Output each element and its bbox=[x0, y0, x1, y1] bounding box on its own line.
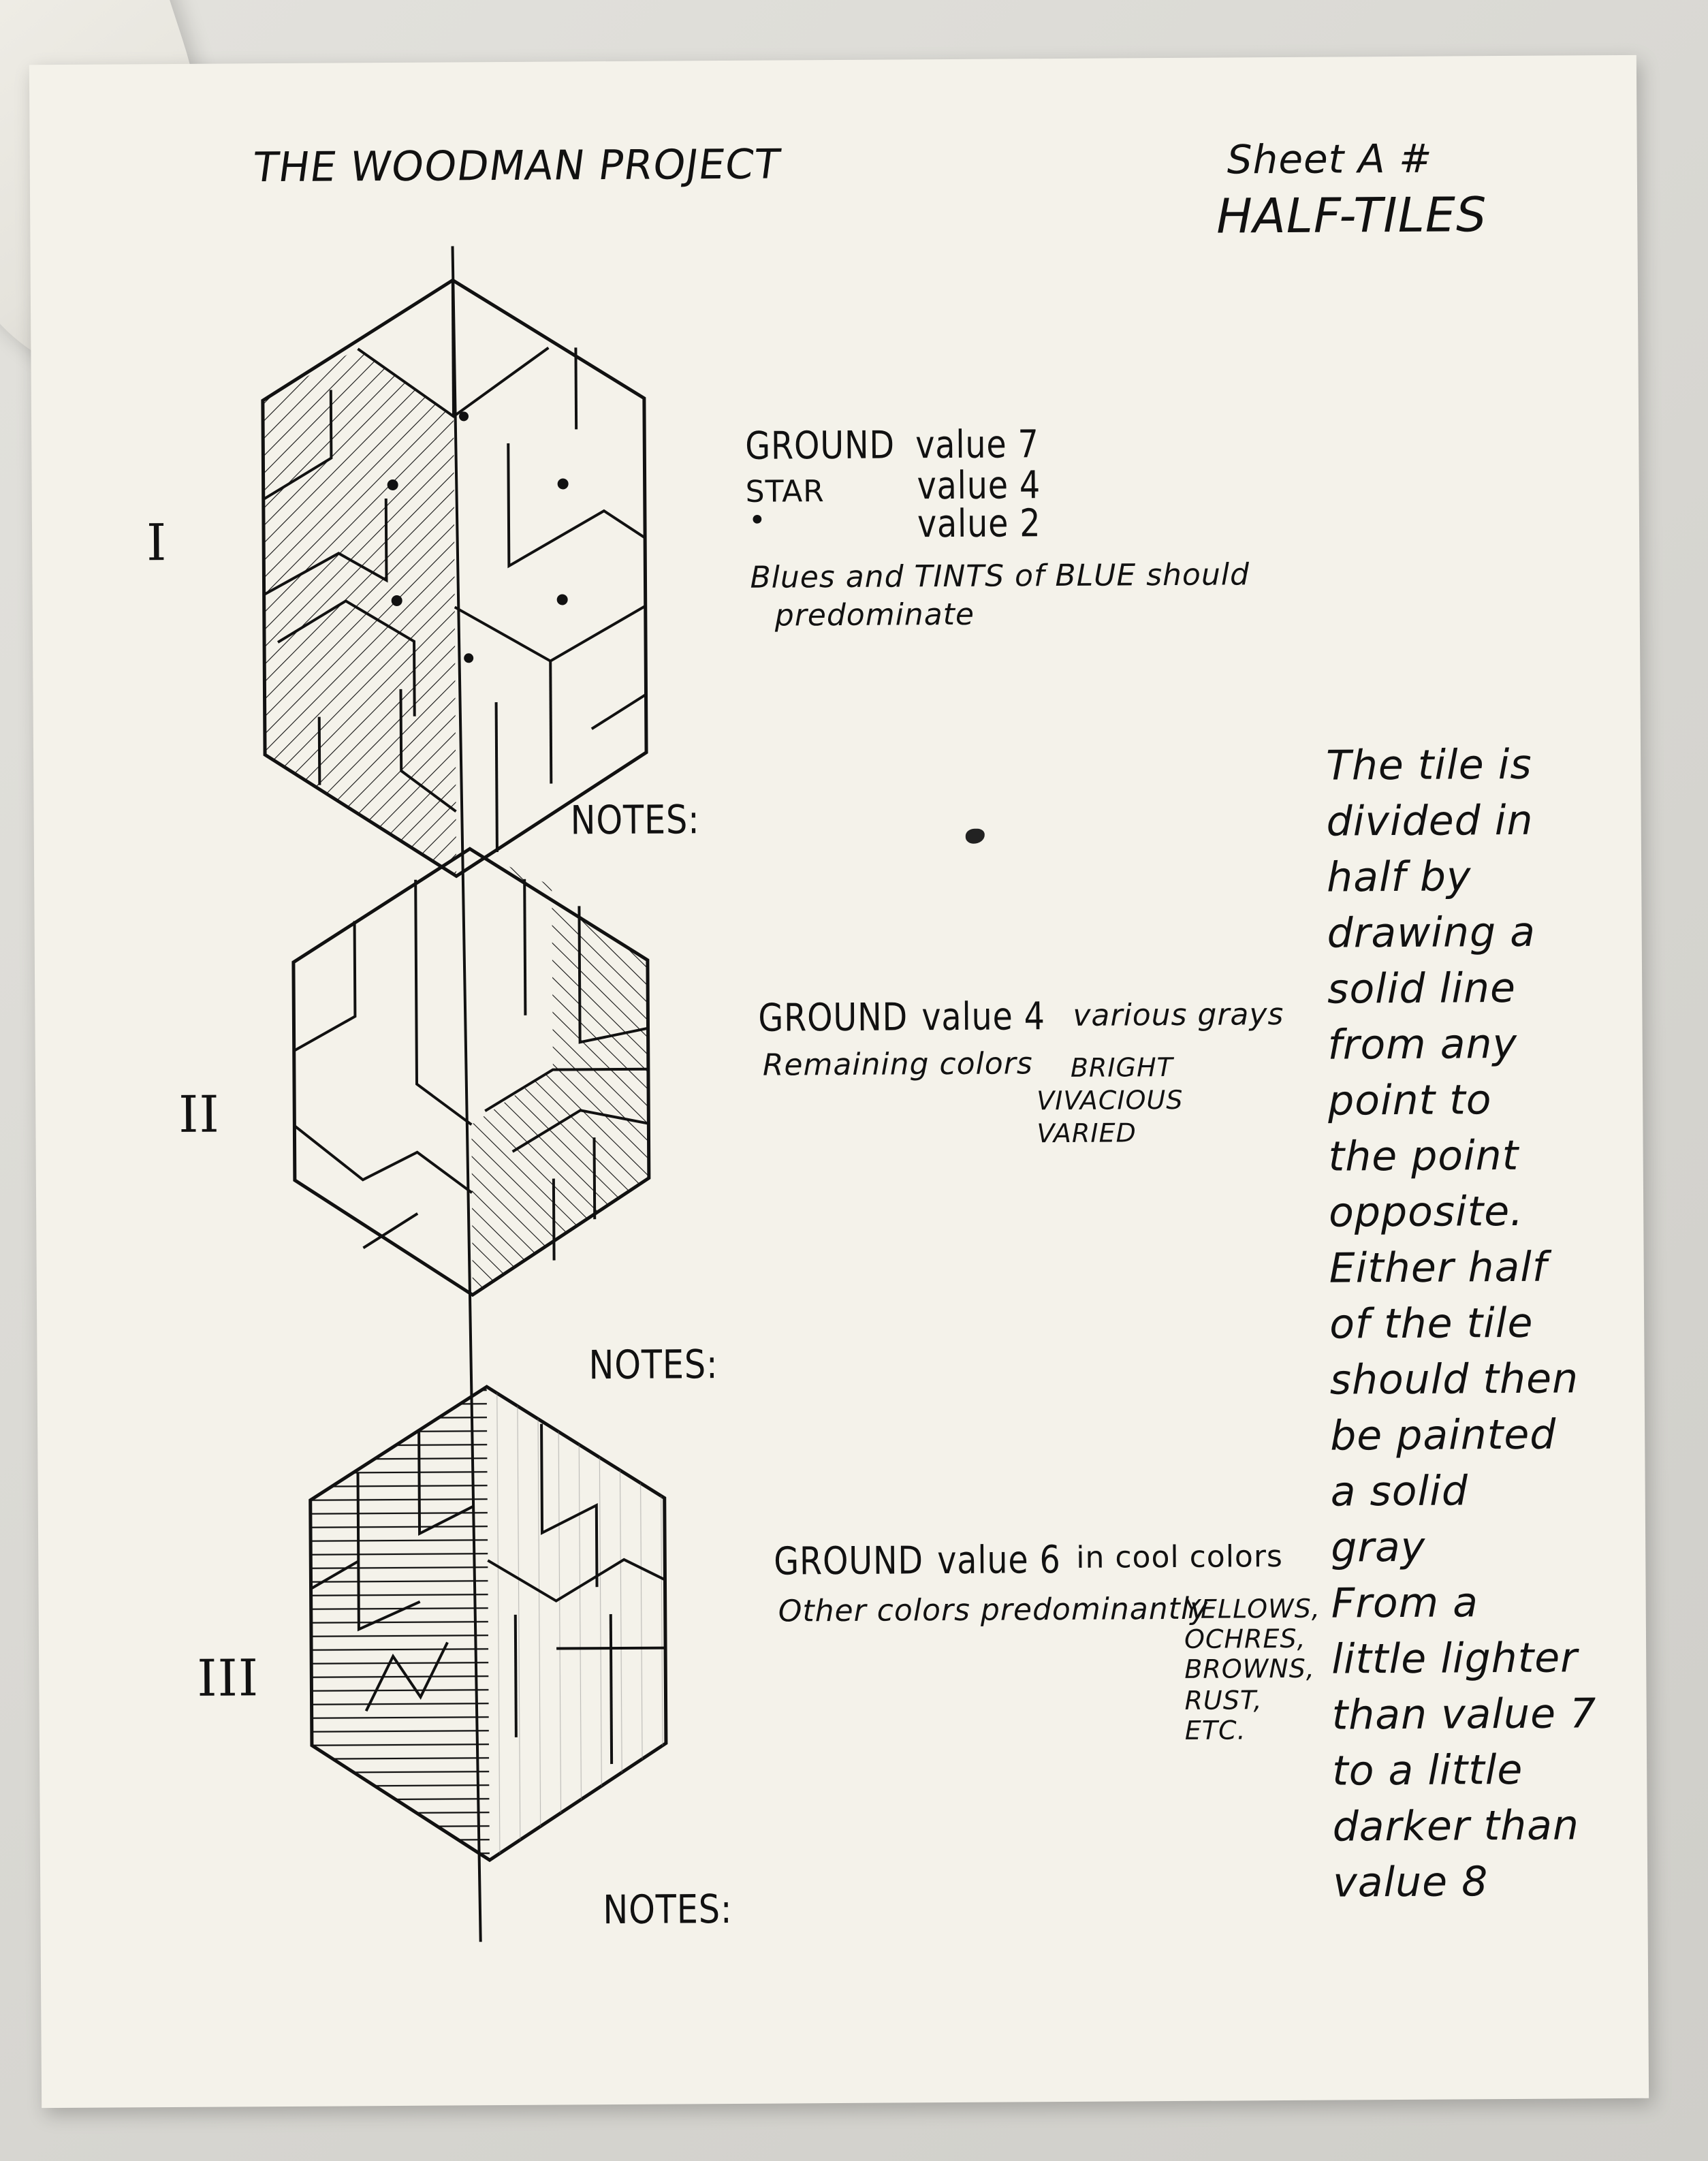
side-note-line: opposite. bbox=[1328, 1187, 1524, 1237]
tile-1-dot bbox=[459, 411, 469, 421]
tile-1-comment-line1: Blues and TINTS of BLUE should bbox=[750, 557, 1250, 595]
sheet-subtitle: HALF-TILES bbox=[1216, 187, 1487, 245]
side-note-line: From a bbox=[1331, 1579, 1479, 1628]
tile-2-ground-label: GROUND bbox=[758, 995, 908, 1041]
tile-2-remaining-label: Remaining colors bbox=[762, 1046, 1033, 1083]
side-note-line: darker than bbox=[1332, 1801, 1580, 1851]
side-note-line: point to bbox=[1327, 1076, 1492, 1125]
tile-3-ground-value: value 6 bbox=[937, 1538, 1061, 1583]
side-note-line: to a little bbox=[1331, 1746, 1523, 1795]
tile-3-other-1: YELLOWS, bbox=[1184, 1593, 1320, 1624]
project-title: THE WOODMAN PROJECT bbox=[250, 140, 784, 192]
worksheet-page bbox=[29, 55, 1649, 2108]
tile-1-dot bbox=[392, 595, 402, 606]
tile-3-numeral: III bbox=[197, 1649, 259, 1708]
side-note-line: drawing a bbox=[1327, 908, 1536, 958]
tile-1-dot bbox=[464, 653, 473, 663]
side-note-line: be painted bbox=[1329, 1410, 1557, 1460]
tile-3-ground-label: GROUND bbox=[774, 1539, 924, 1584]
tile-2-numeral: II bbox=[178, 1085, 221, 1144]
tile-1-dot bbox=[558, 478, 569, 489]
tile-1-dot bbox=[557, 594, 568, 605]
tile-2-ground-value: value 4 bbox=[921, 994, 1046, 1040]
tile-3-other-label: Other colors predominantly bbox=[778, 1591, 1209, 1629]
tile-1-ground-label: GROUND bbox=[745, 423, 896, 469]
tile-3-ground-extra: in cool colors bbox=[1076, 1539, 1284, 1575]
tile-1-notes-label: NOTES: bbox=[570, 796, 700, 844]
side-note bbox=[1325, 736, 1597, 1910]
tile-3-other-5: ETC. bbox=[1184, 1715, 1246, 1746]
tile-3-other-4: RUST, bbox=[1184, 1685, 1263, 1716]
tile-3-other-2: OCHRES, bbox=[1184, 1623, 1306, 1654]
tile-1-star-value: value 4 bbox=[917, 463, 1041, 509]
side-note-line: gray bbox=[1330, 1523, 1426, 1572]
side-note-line: divided in bbox=[1326, 796, 1534, 846]
side-note-line: than value 7 bbox=[1331, 1690, 1597, 1739]
side-note-line: the point bbox=[1328, 1131, 1519, 1181]
tile-1-comment-line2: predominate bbox=[774, 597, 975, 633]
tile-2-remaining-3: VARIED bbox=[1037, 1118, 1137, 1149]
side-note-line: The tile is bbox=[1325, 740, 1532, 790]
side-note-line: Either half bbox=[1329, 1243, 1548, 1293]
side-note-line: value 8 bbox=[1332, 1858, 1489, 1907]
side-note-line: from any bbox=[1327, 1020, 1518, 1069]
tile-2-notes-label: NOTES: bbox=[588, 1341, 718, 1389]
tile-1-hexagon bbox=[262, 279, 647, 877]
side-note-line: solid line bbox=[1327, 964, 1517, 1013]
sheet-label: Sheet A # bbox=[1227, 135, 1433, 183]
tile-2-ground-extra: various grays bbox=[1073, 997, 1284, 1033]
tile-2-remaining-2: VIVACIOUS bbox=[1037, 1084, 1184, 1116]
tile-1-numeral: I bbox=[146, 514, 168, 573]
side-note-line: of the tile bbox=[1329, 1299, 1534, 1348]
tile-2-remaining-1: BRIGHT bbox=[1070, 1052, 1173, 1083]
tile-1-ground-value: value 7 bbox=[915, 422, 1039, 468]
tile-1-dot-value: value 2 bbox=[917, 501, 1041, 547]
tile-2-hexagon bbox=[293, 848, 650, 1296]
side-note-line: should then bbox=[1329, 1355, 1579, 1404]
tile-1-dot-label: • bbox=[748, 503, 768, 538]
side-note-line: half by bbox=[1326, 853, 1472, 902]
side-note-line: a solid bbox=[1330, 1467, 1469, 1516]
tile-1-star-label: STAR bbox=[745, 474, 825, 509]
tile-3-notes-label: NOTES: bbox=[603, 1885, 733, 1934]
tile-3-hexagon bbox=[310, 1386, 667, 1861]
tile-3-other-3: BROWNS, bbox=[1184, 1653, 1316, 1684]
side-note-line: little lighter bbox=[1331, 1634, 1579, 1684]
tile-1-dot bbox=[388, 479, 398, 490]
